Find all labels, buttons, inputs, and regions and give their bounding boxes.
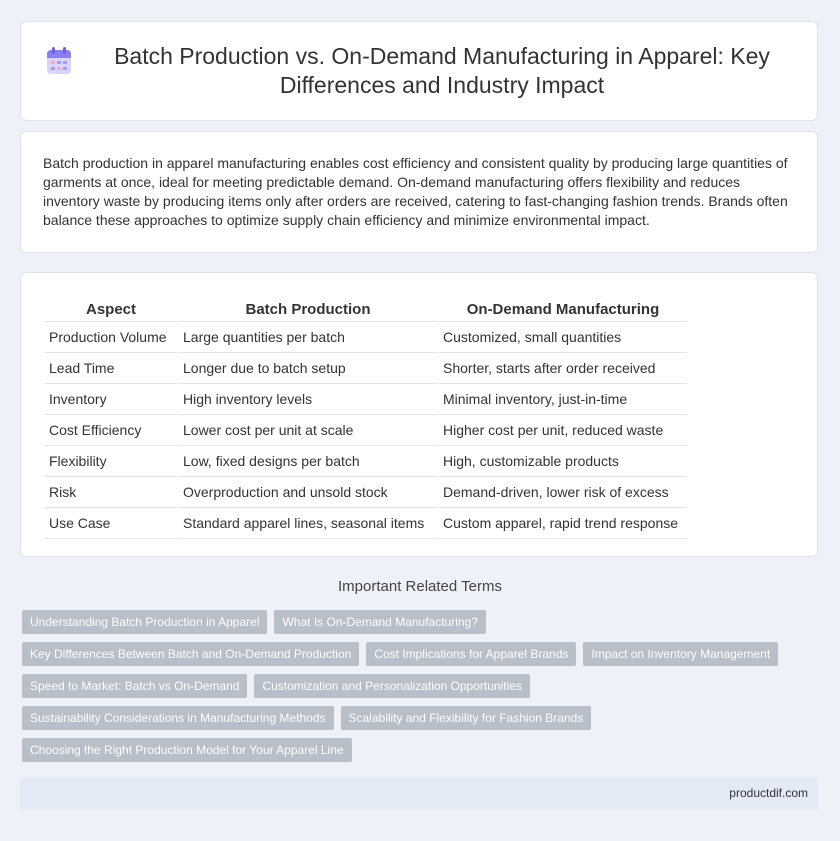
table-cell: Longer due to batch setup	[179, 353, 437, 384]
related-term-link[interactable]: Understanding Batch Production in Apparel	[22, 610, 267, 634]
table-cell: Flexibility	[45, 446, 177, 477]
page-title: Batch Production vs. On-Demand Manufacturing in Apparel: Key Differences and Industry Impact	[114, 43, 770, 98]
table-cell: High, customizable products	[439, 446, 687, 477]
tag-row	[22, 642, 822, 666]
table-cell: Lead Time	[45, 353, 177, 384]
related-term-link[interactable]: Cost Implications for Apparel Brands	[366, 642, 576, 666]
table-cell: Use Case	[45, 508, 177, 539]
related-term-link[interactable]: What Is On-Demand Manufacturing?	[274, 610, 485, 634]
related-term-link[interactable]: Speed to Market: Batch vs On-Demand	[22, 674, 247, 698]
comparison-table	[43, 295, 689, 539]
table-cell: Overproduction and unsold stock	[179, 477, 437, 508]
column-header-aspect: Aspect	[45, 295, 177, 322]
table-row	[45, 446, 687, 477]
table-cell: Low, fixed designs per batch	[179, 446, 437, 477]
table-row	[45, 353, 687, 384]
comparison-card	[20, 272, 818, 557]
related-terms-list	[22, 610, 822, 770]
related-terms-title: Important Related Terms	[338, 578, 502, 595]
related-term-link[interactable]: Customization and Personalization Opportunities	[254, 674, 529, 698]
table-cell: Higher cost per unit, reduced waste	[439, 415, 687, 446]
table-cell: Cost Efficiency	[45, 415, 177, 446]
table-row	[45, 384, 687, 415]
calendar-icon	[46, 47, 72, 75]
related-term-link[interactable]: Key Differences Between Batch and On-Demand Production	[22, 642, 359, 666]
table-cell: Minimal inventory, just-in-time	[439, 384, 687, 415]
table-cell: High inventory levels	[179, 384, 437, 415]
table-cell: Shorter, starts after order received	[439, 353, 687, 384]
related-term-link[interactable]: Impact on Inventory Management	[583, 642, 778, 666]
table-row	[45, 322, 687, 353]
site-name[interactable]: productdif.com	[729, 786, 808, 800]
intro-paragraph: Batch production in apparel manufacturing enables cost efficiency and consistent quality by producing large quantities of garments at once, ideal for meeting predictable demand. On-demand manufacturing offers flexibility and reduces inventory waste by producing items only after orders are received, catering to fast-changing fashion trends. Brands often balance these approaches to optimize supply chain efficiency and minimize environmental impact.	[43, 155, 788, 228]
table-cell: Standard apparel lines, seasonal items	[179, 508, 437, 539]
related-term-link[interactable]: Choosing the Right Production Model for Your Apparel Line	[22, 738, 352, 762]
table-cell: Lower cost per unit at scale	[179, 415, 437, 446]
tag-row	[22, 674, 822, 698]
table-cell: Demand-driven, lower risk of excess	[439, 477, 687, 508]
table-cell: Large quantities per batch	[179, 322, 437, 353]
header-card	[20, 21, 818, 121]
table-header-row	[45, 295, 687, 322]
table-cell: Customized, small quantities	[439, 322, 687, 353]
tag-row	[22, 706, 822, 730]
table-cell: Inventory	[45, 384, 177, 415]
title-wrap	[46, 42, 792, 100]
tag-row	[22, 738, 822, 762]
table-cell: Risk	[45, 477, 177, 508]
column-header-batch: Batch Production	[179, 295, 437, 322]
table-row	[45, 508, 687, 539]
column-header-on-demand: On-Demand Manufacturing	[439, 295, 687, 322]
tag-row	[22, 610, 822, 634]
related-term-link[interactable]: Scalability and Flexibility for Fashion Brands	[341, 706, 592, 730]
table-cell: Custom apparel, rapid trend response	[439, 508, 687, 539]
footer	[20, 777, 818, 809]
table-row	[45, 415, 687, 446]
table-cell: Production Volume	[45, 322, 177, 353]
intro-card	[20, 131, 818, 253]
related-term-link[interactable]: Sustainability Considerations in Manufacturing Methods	[22, 706, 334, 730]
table-row	[45, 477, 687, 508]
